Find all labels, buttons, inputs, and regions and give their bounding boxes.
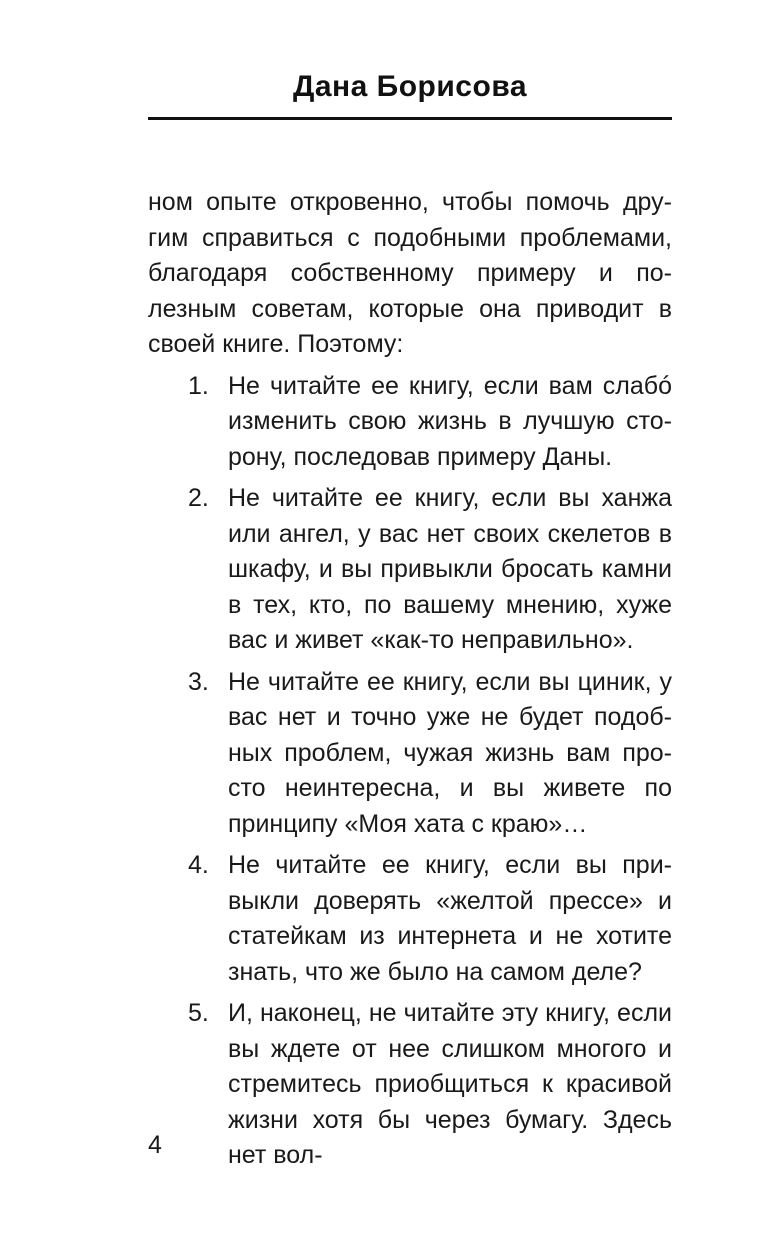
list-item-text: Не читайте ее книгу, если вам слабó изменить свою жизнь в лучшую сторону, последовав примеру Даны. bbox=[228, 371, 672, 471]
list-item-number: 3. bbox=[188, 667, 209, 696]
list-item bbox=[148, 848, 672, 990]
list-item-text: Не читайте ее книгу, если вы ханжа или ангел, у вас нет своих скелетов в шкафу, и вы привыкли бросать камни в тех, кто, по вашему мнению, хуже вас и живет «как-то неправильно». bbox=[228, 484, 672, 654]
list-item-number: 4. bbox=[188, 851, 209, 879]
list-item bbox=[148, 369, 672, 476]
header-rule bbox=[148, 117, 672, 120]
list-item bbox=[148, 665, 672, 843]
page-number: 4 bbox=[148, 1131, 162, 1159]
body-text bbox=[148, 185, 672, 1174]
list-item bbox=[148, 481, 672, 659]
list-item-text: Не читайте ее книгу, если вы привыкли доверять «желтой прессе» и статейкам из интернета и не хотите знать, что же было на самом деле? bbox=[228, 851, 672, 986]
list-item-number: 2. bbox=[188, 484, 209, 512]
list-item-number: 1. bbox=[188, 371, 209, 400]
list-item-text: И, наконец, не читайте эту книгу, если вы ждете от нее слишком многого и стремитесь приобщиться к красивой жизни хотя бы через бумагу. Здесь нет вол- bbox=[228, 999, 672, 1169]
intro-paragraph: ном опыте откровенно, чтобы помочь другим справиться с подобными проблемами, благодаря собственному примеру и полезным советам, которые она приводит в своей книге. Поэтому: bbox=[148, 188, 672, 358]
numbered-list bbox=[148, 369, 672, 1174]
list-item-number: 5. bbox=[188, 999, 209, 1027]
list-item-text: Не читайте ее книгу, если вы циник, у вас нет и точно уже не будет подобных проблем, чужая жизнь вам просто неинтересна, и вы живете по принципу «Моя хата с краю»… bbox=[228, 667, 672, 838]
running-head-title: Дана Борисова bbox=[292, 70, 528, 103]
list-item bbox=[148, 996, 672, 1174]
